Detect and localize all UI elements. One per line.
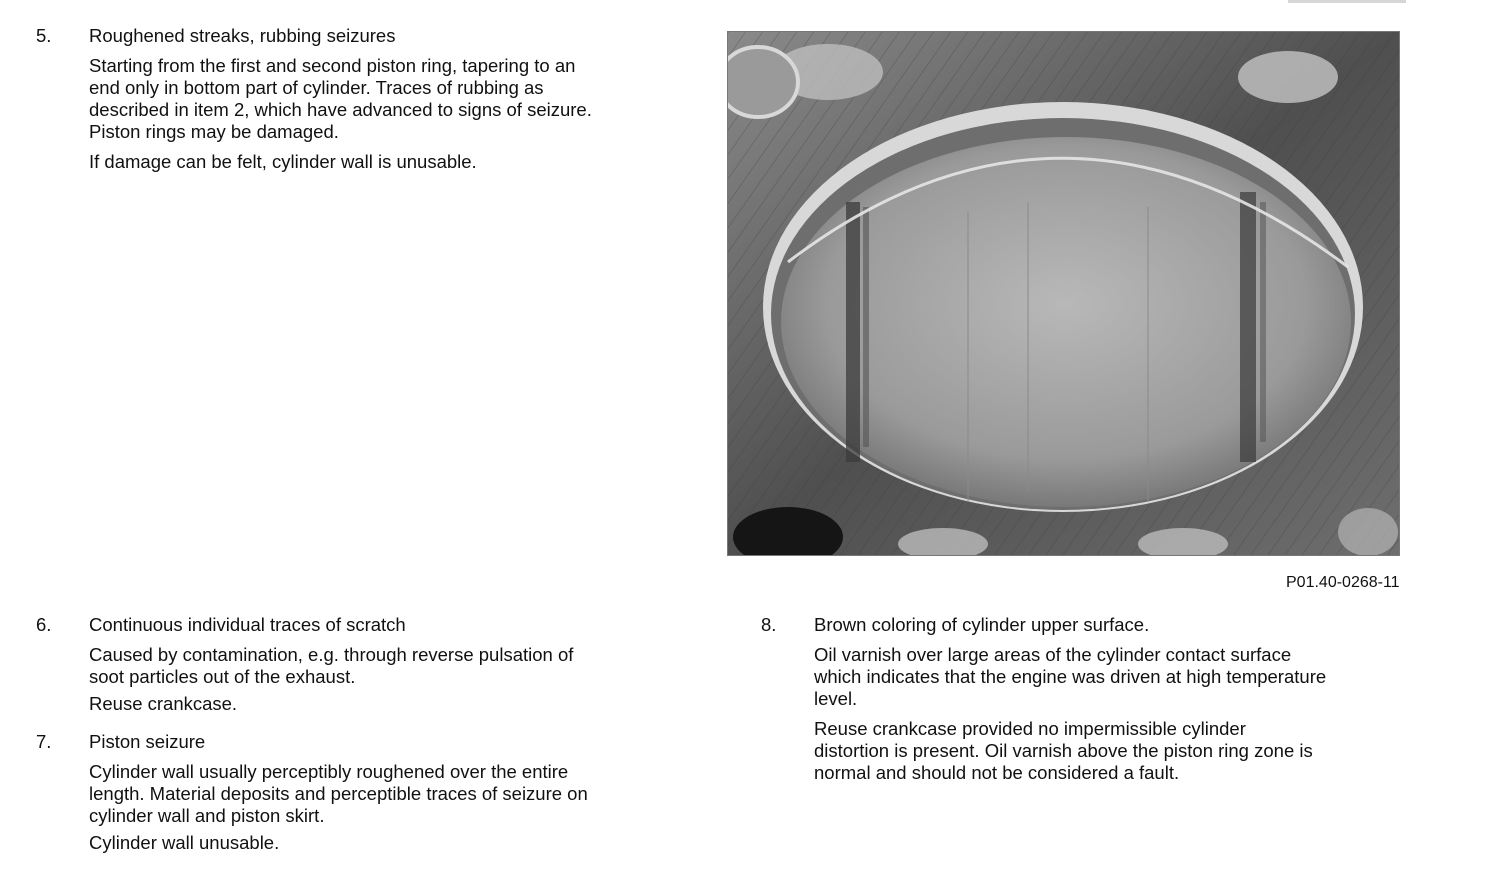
text-line: Reuse crankcase provided no impermissible cylinder (814, 718, 1246, 739)
text-line: which indicates that the engine was driven at high temperature (814, 666, 1327, 687)
item-heading: Piston seizure (89, 731, 206, 752)
figure-caption: P01.40-0268-11 (1286, 574, 1400, 591)
item-body (814, 614, 1326, 784)
item-number: 8. (761, 614, 777, 635)
item-paragraph (89, 832, 588, 854)
item-body (89, 25, 592, 173)
item-heading: Brown coloring of cylinder upper surface. (814, 614, 1150, 635)
text-line: soot particles out of the exhaust. (89, 666, 356, 687)
text-line: cylinder wall and piston skirt. (89, 805, 325, 826)
text-line: level. (814, 688, 858, 709)
item-heading: Continuous individual traces of scratch (89, 614, 406, 635)
item-number: 6. (36, 614, 52, 635)
text-line: Caused by contamination, e.g. through reverse pulsation of (89, 644, 574, 665)
item-body (89, 614, 573, 715)
text-line: Reuse crankcase. (89, 693, 238, 714)
item-paragraph (89, 151, 592, 173)
item-paragraph (89, 761, 588, 827)
item-heading: Roughened streaks, rubbing seizures (89, 25, 396, 46)
text-line: length. Material deposits and perceptible traces of seizure on (89, 783, 588, 804)
item-paragraph (89, 693, 573, 715)
text-line: Starting from the first and second piston ring, tapering to an (89, 55, 576, 76)
text-line: Oil varnish over large areas of the cylinder contact surface (814, 644, 1292, 665)
cylinder-bore-photo (727, 31, 1400, 556)
text-line: distortion is present. Oil varnish above the piston ring zone is (814, 740, 1313, 761)
text-line: end only in bottom part of cylinder. Traces of rubbing as (89, 77, 544, 98)
item-number: 5. (36, 25, 52, 46)
text-line: If damage can be felt, cylinder wall is unusable. (89, 151, 477, 172)
text-line: Cylinder wall usually perceptibly roughened over the entire (89, 761, 569, 782)
item-body (89, 731, 588, 854)
item-paragraph (89, 644, 573, 688)
text-line: described in item 2, which have advanced to signs of seizure. (89, 99, 592, 120)
item-paragraph (814, 644, 1326, 710)
text-line: Cylinder wall unusable. (89, 832, 280, 853)
item-paragraph (89, 55, 592, 143)
cylinder-bore-image (728, 32, 1399, 555)
item-paragraph (814, 718, 1326, 784)
text-line: Piston rings may be damaged. (89, 121, 339, 142)
item-number: 7. (36, 731, 52, 752)
page-top-rule (1288, 0, 1406, 3)
text-line: normal and should not be considered a fault. (814, 762, 1180, 783)
